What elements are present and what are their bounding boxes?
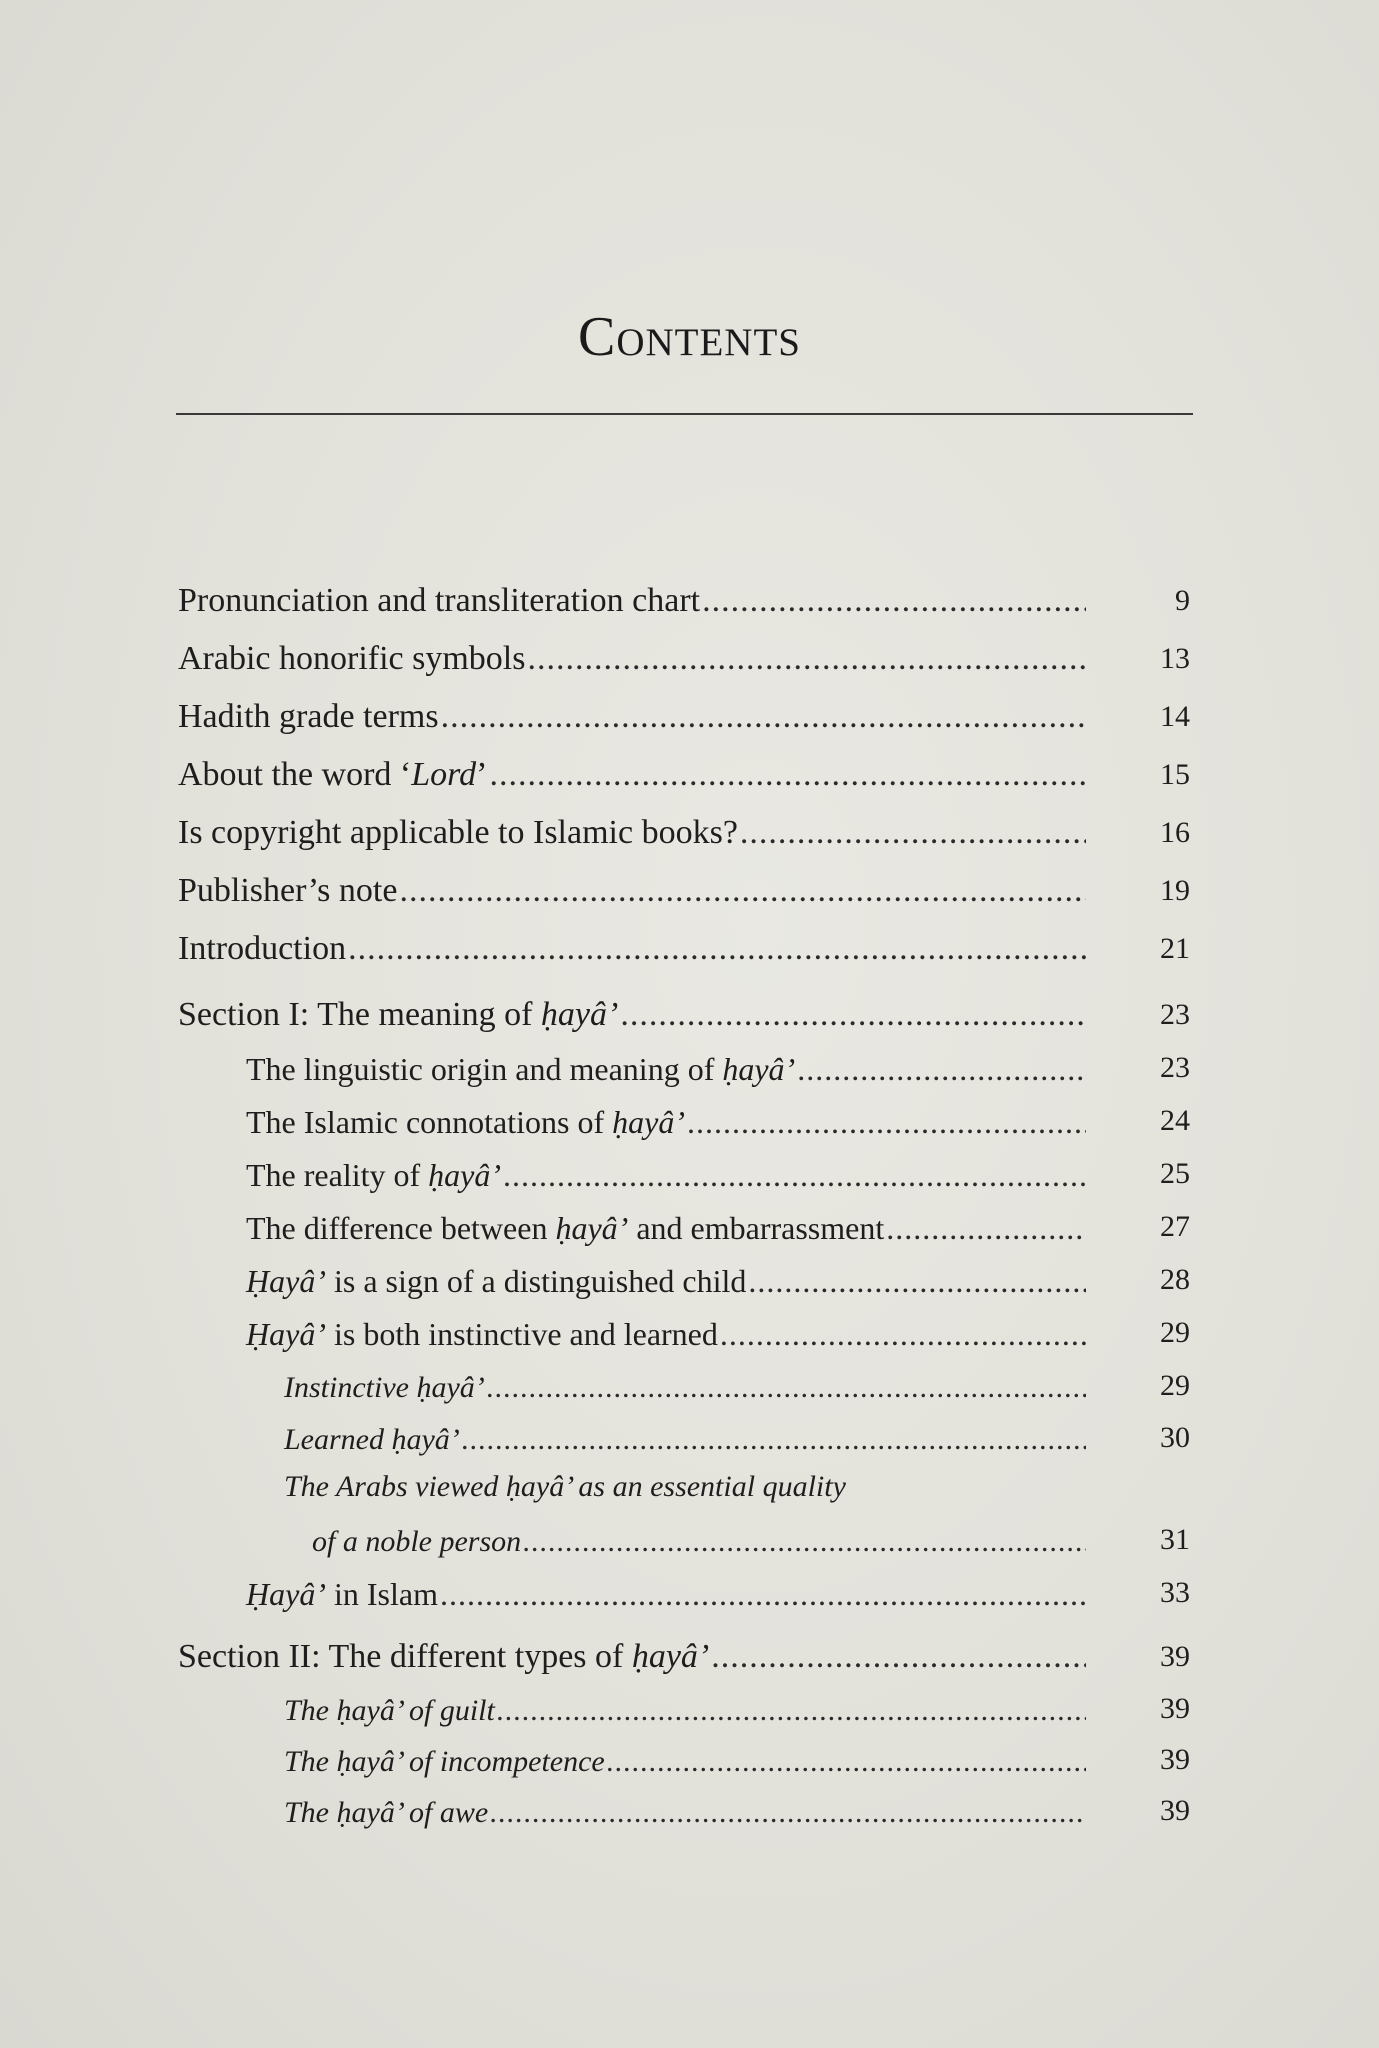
- toc-entry[interactable]: [0, 756, 1379, 806]
- toc-entry[interactable]: [0, 582, 1379, 632]
- dot-leader: [740, 814, 1086, 852]
- entry-title: Is copyright applicable to Islamic books?: [178, 814, 738, 851]
- dot-leader: [523, 1525, 1086, 1559]
- dot-leader: [497, 1694, 1086, 1728]
- dot-leader: [620, 996, 1086, 1034]
- toc-section-entry[interactable]: [0, 996, 1379, 1046]
- dot-leader: [489, 756, 1086, 794]
- toc-entry[interactable]: [0, 1525, 1379, 1575]
- page-number: 39: [1160, 1743, 1190, 1776]
- page-number: 27: [1160, 1210, 1190, 1243]
- entry-title: The linguistic origin and meaning of ḥayâ’: [246, 1051, 796, 1087]
- toc-entry[interactable]: [0, 698, 1379, 748]
- entry-title: Pronunciation and transliteration chart: [178, 582, 701, 619]
- dot-leader: [607, 1745, 1086, 1779]
- toc-entry[interactable]: [0, 1576, 1379, 1626]
- dot-leader: [441, 698, 1086, 736]
- dot-leader: [487, 1371, 1086, 1405]
- dot-leader: [490, 1796, 1086, 1830]
- toc-entry[interactable]: [0, 1316, 1379, 1366]
- toc-entry[interactable]: [0, 1104, 1379, 1154]
- entry-title: Ḥayâ’ is a sign of a distinguished child: [246, 1263, 747, 1299]
- dot-leader: [348, 930, 1086, 968]
- entry-title: The reality of ḥayâ’: [246, 1157, 501, 1193]
- toc-entry[interactable]: [0, 872, 1379, 922]
- page-number: 23: [1160, 998, 1190, 1031]
- dot-leader: [528, 640, 1087, 678]
- dot-leader: [711, 1638, 1086, 1676]
- dot-leader: [720, 1316, 1086, 1353]
- entry-title: The difference between ḥayâ’ and embarrassment: [246, 1210, 885, 1246]
- toc-entry[interactable]: [0, 1263, 1379, 1313]
- toc-entry[interactable]: [0, 1371, 1379, 1421]
- toc-section-entry[interactable]: [0, 1638, 1379, 1688]
- page-number: 33: [1160, 1576, 1190, 1609]
- toc-entry[interactable]: [0, 814, 1379, 864]
- entry-title: Section II: The different types of ḥayâ’: [178, 1638, 710, 1675]
- entry-title: The ḥayâ’ of guilt: [284, 1694, 495, 1727]
- page-number: 30: [1160, 1421, 1190, 1454]
- page-number: 24: [1160, 1104, 1190, 1137]
- toc-entry[interactable]: [0, 1694, 1379, 1744]
- dot-leader: [399, 872, 1086, 910]
- page-number: 13: [1160, 642, 1190, 675]
- toc-entry[interactable]: [0, 1745, 1379, 1795]
- page-number: 23: [1160, 1051, 1190, 1084]
- page-number: 9: [1175, 584, 1190, 617]
- page-number: 15: [1160, 758, 1190, 791]
- entry-title: About the word ‘Lord’: [178, 756, 488, 793]
- dot-leader: [748, 1263, 1086, 1300]
- entry-title: Section I: The meaning of ḥayâ’: [178, 996, 619, 1033]
- dot-leader: [440, 1576, 1086, 1613]
- page-number: 21: [1160, 932, 1190, 965]
- entry-title: Publisher’s note: [178, 872, 398, 909]
- dot-leader: [702, 582, 1086, 620]
- entry-title: Introduction: [178, 930, 347, 967]
- entry-title: of a noble person: [312, 1525, 522, 1558]
- dot-leader: [886, 1210, 1086, 1247]
- page-number: 39: [1160, 1640, 1190, 1673]
- dot-leader: [462, 1423, 1086, 1457]
- toc-entry[interactable]: [0, 1210, 1379, 1260]
- toc-entry[interactable]: [0, 1423, 1379, 1473]
- page-number: 31: [1160, 1523, 1190, 1556]
- toc-entry[interactable]: [0, 1796, 1379, 1846]
- dot-leader: [687, 1104, 1086, 1141]
- dot-leader: [797, 1051, 1086, 1088]
- page-number: 39: [1160, 1692, 1190, 1725]
- page-number: 14: [1160, 700, 1190, 733]
- toc-entry[interactable]: [0, 1051, 1379, 1101]
- page-number: 29: [1160, 1369, 1190, 1402]
- entry-title: Arabic honorific symbols: [178, 640, 526, 677]
- page-number: 29: [1160, 1316, 1190, 1349]
- contents-heading: Contents: [577, 306, 801, 368]
- entry-title: Instinctive ḥayâ’: [284, 1371, 485, 1404]
- heading-rule: [176, 413, 1193, 415]
- page-number: 16: [1160, 816, 1190, 849]
- entry-title: Ḥayâ’ is both instinctive and learned: [246, 1316, 718, 1352]
- toc-entry[interactable]: [0, 640, 1379, 690]
- entry-title: Ḥayâ’ in Islam: [246, 1576, 438, 1612]
- entry-title: The ḥayâ’ of awe: [284, 1796, 489, 1829]
- page-number: 19: [1160, 874, 1190, 907]
- entry-title: Hadith grade terms: [178, 698, 439, 735]
- entry-title: The Islamic connotations of ḥayâ’: [246, 1104, 685, 1140]
- page-number: 28: [1160, 1263, 1190, 1296]
- entry-title: The Arabs viewed ḥayâ’ as an essential quality: [284, 1470, 846, 1503]
- toc-entry[interactable]: [0, 930, 1379, 980]
- page-number: 25: [1160, 1157, 1190, 1190]
- dot-leader: [503, 1157, 1086, 1194]
- entry-title: Learned ḥayâ’: [284, 1423, 460, 1456]
- entry-title: The ḥayâ’ of incompetence: [284, 1745, 605, 1778]
- toc-entry[interactable]: [0, 1157, 1379, 1207]
- page-number: 39: [1160, 1794, 1190, 1827]
- toc-entry-line: [284, 1470, 846, 1504]
